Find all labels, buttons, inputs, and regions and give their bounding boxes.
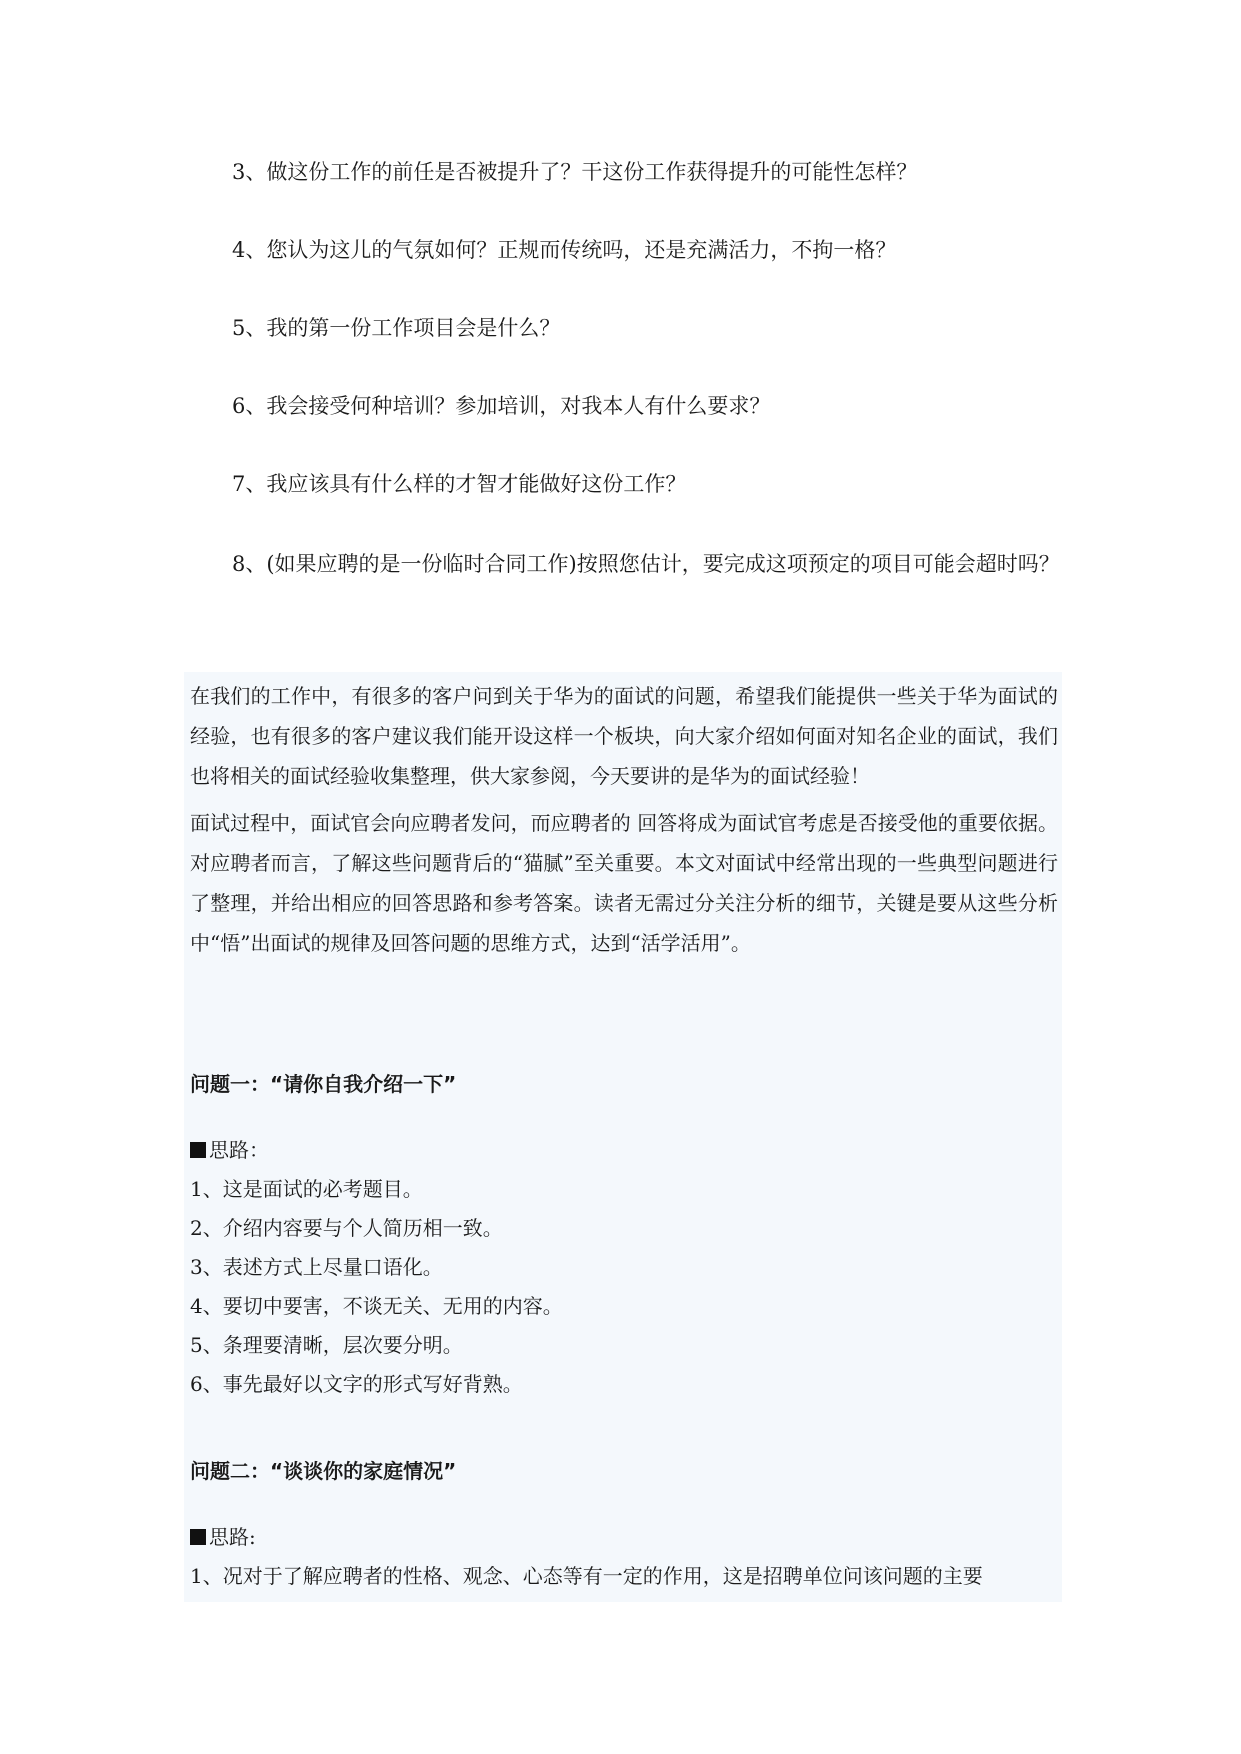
- thinking-point: 2、介绍内容要与个人简历相一致。: [190, 1216, 503, 1240]
- question-item: 6、我会接受何种培训？参加培训，对我本人有什么要求？: [232, 394, 771, 418]
- thinking-label: 思路：: [209, 1138, 269, 1162]
- question-one-heading: 问题一：“请你自我介绍一下”: [190, 1072, 457, 1096]
- question-item: 4、您认为这儿的气氛如何？正规而传统吗，还是充满活力，不拘一格？: [232, 238, 897, 262]
- square-bullet-icon: [190, 1529, 206, 1545]
- question-item: 5、我的第一份工作项目会是什么？: [232, 316, 561, 340]
- question-two-thinking: [190, 1518, 1058, 1596]
- question-list: [188, 152, 1068, 624]
- thinking-point: 5、条理要清晰，层次要分明。: [190, 1333, 463, 1357]
- question-item: 8、(如果应聘的是一份临时合同工作)按照您估计，要完成这项预定的项目可能会超时吗？: [232, 552, 1060, 576]
- square-bullet-icon: [190, 1142, 206, 1158]
- thinking-point: 1、这是面试的必考题目。: [190, 1177, 423, 1201]
- thinking-point: 4、要切中要害，不谈无关、无用的内容。: [190, 1294, 563, 1318]
- thinking-point: 6、事先最好以文字的形式写好背熟。: [190, 1372, 523, 1396]
- thinking-point: 1、况对于了解应聘者的性格、观念、心态等有一定的作用，这是招聘单位问该问题的主要: [190, 1564, 983, 1588]
- thinking-label-row: [190, 1518, 1058, 1557]
- question-one-thinking: [190, 1131, 1058, 1404]
- thinking-point: 3、表述方式上尽量口语化。: [190, 1255, 443, 1279]
- question-two-heading: 问题二：“谈谈你的家庭情况”: [190, 1459, 457, 1483]
- intro-paragraph: 在我们的工作中，有很多的客户问到关于华为的面试的问题，希望我们能提供一些关于华为面试的经验，也有很多的客户建议我们能开设这样一个板块，向大家介绍如何面对知名企业的面试，我们也将相关的面试经验收集整理，供大家参阅，今天要讲的是华为的面试经验！: [190, 684, 1058, 788]
- thinking-label: 思路:: [209, 1525, 256, 1549]
- intro-paragraph: 面试过程中，面试官会向应聘者发问，而应聘者的 回答将成为面试官考虑是否接受他的重要依据。对应聘者而言，了解这些问题背后的“猫腻”至关重要。本文对面试中经常出现的一些典型问题进行了整理，并给出相应的回答思路和参考答案。读者无需过分关注分析的细节，关键是要从这些分析中“悟”出面试的规律及回答问题的思维方式，达到“活学活用”。: [190, 811, 1058, 955]
- thinking-label-row: [190, 1131, 1058, 1170]
- question-item: 7、我应该具有什么样的才智才能做好这份工作？: [232, 472, 687, 496]
- question-item: 3、做这份工作的前任是否被提升了？干这份工作获得提升的可能性怎样？: [232, 160, 918, 184]
